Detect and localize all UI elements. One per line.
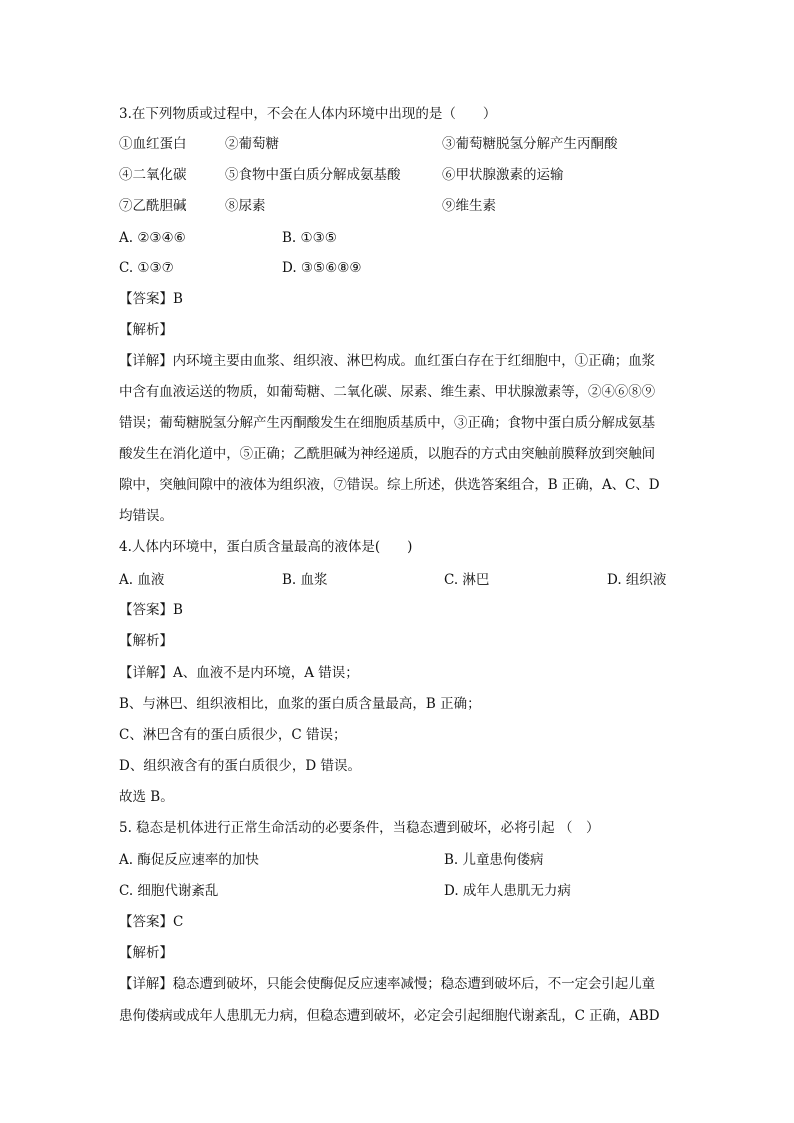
q5-option-d: D. 成年人患肌无力病 [444, 883, 571, 899]
q3-detail-line: 【详解】内环境主要由血浆、组织液、淋巴构成。血红蛋白存在于红细胞中，①正确；血浆 [119, 353, 655, 369]
q3-detail-line: 均错误。 [119, 508, 173, 524]
q3-detail-line: 隙中，突触间隙中的液体为组织液，⑦错误。综上所述，供选答案组合，B 正确，A、C、D [119, 477, 660, 493]
q4-option-a: A. 血液 [119, 572, 165, 588]
q3-item-9: ⑨维生素 [442, 198, 496, 214]
q3-item-4: ④二氧化碳 [119, 167, 187, 183]
q3-analysis-title: 【解析】 [119, 322, 173, 338]
q3-item-8: ⑧尿素 [225, 198, 266, 214]
q3-detail-line: 中含有血液运送的物质，如葡萄糖、二氧化碳、尿素、维生素、甲状腺激素等，②④⑥⑧⑨ [119, 384, 655, 400]
q3-detail-line: 错误；葡萄糖脱氢分解产生丙酮酸发生在细胞质基质中，③正确；食物中蛋白质分解成氨基 [119, 415, 655, 431]
q3-option-a: A. ②③④⑥ [119, 230, 186, 246]
q3-item-6: ⑥甲状腺激素的运输 [442, 167, 564, 183]
q3-option-c: C. ①③⑦ [119, 260, 174, 276]
q5-option-b: B. 儿童患佝偻病 [444, 852, 544, 868]
q5-stem: 5. 稳态是机体进行正常生命活动的必要条件，当稳态遭到破坏，必将引起 （ ） [119, 820, 600, 836]
q4-answer: 【答案】B [119, 602, 183, 618]
q4-option-d: D. 组织液 [607, 572, 667, 588]
q5-option-a: A. 酶促反应速率的加快 [119, 852, 259, 868]
q3-detail-line: 酸发生在消化道中，⑤正确；乙酰胆碱为神经递质，以胞吞的方式由突触前膜释放到突触间 [119, 446, 655, 462]
q3-item-7: ⑦乙酰胆碱 [119, 198, 187, 214]
q5-option-c: C. 细胞代谢紊乱 [119, 883, 219, 899]
q4-detail-line: 【详解】A、血液不是内环境，A 错误； [119, 665, 359, 681]
q4-option-b: B. 血浆 [282, 572, 328, 588]
q3-item-2: ②葡萄糖 [225, 136, 279, 152]
q4-detail-line: C、淋巴含有的蛋白质很少，C 错误； [119, 727, 347, 743]
q3-item-5: ⑤食物中蛋白质分解成氨基酸 [225, 167, 401, 183]
q3-stem: 3.在下列物质或过程中，不会在人体内环境中出现的是（ ） [119, 106, 497, 122]
q5-detail-line: 患佝偻病或成年人患肌无力病，但稳态遭到破坏，必定会引起细胞代谢紊乱，C 正确，ABD [119, 1008, 660, 1024]
q4-detail-line: B、与淋巴、组织液相比，血浆的蛋白质含量最高，B 正确； [119, 696, 481, 712]
q3-answer: 【答案】B [119, 291, 183, 307]
q5-answer: 【答案】C [119, 914, 184, 930]
q5-analysis-title: 【解析】 [119, 945, 173, 961]
q3-item-3: ③葡萄糖脱氢分解产生丙酮酸 [442, 136, 618, 152]
q4-analysis-title: 【解析】 [119, 633, 173, 649]
q3-option-d: D. ③⑤⑥⑧⑨ [282, 260, 362, 276]
q4-option-c: C. 淋巴 [444, 572, 490, 588]
q5-detail-line: 【详解】稳态遭到破坏，只能会使酶促反应速率减慢；稳态遭到破坏后，不一定会引起儿童 [119, 976, 655, 992]
q4-detail-line: D、组织液含有的蛋白质很少，D 错误。 [119, 758, 361, 774]
q3-option-b: B. ①③⑤ [282, 230, 337, 246]
q3-item-1: ①血红蛋白 [119, 136, 187, 152]
q4-detail-line: 故选 B。 [119, 789, 174, 805]
q4-stem: 4.人体内环境中，蛋白质含量最高的液体是( ) [119, 539, 413, 555]
